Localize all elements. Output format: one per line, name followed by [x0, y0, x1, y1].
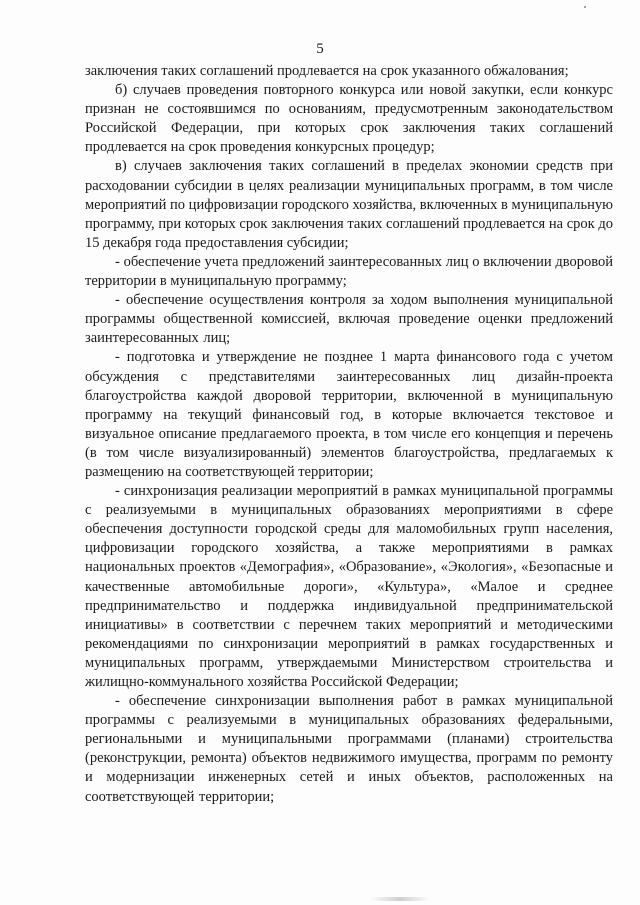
document-body [85, 62, 613, 807]
paragraph-continuation: заключения таких соглашений продлевается на срок указанного обжалования; [85, 63, 569, 79]
page-number: 5 [316, 41, 324, 57]
scan-smudge [370, 897, 430, 901]
paragraph-item-v: в) случаев заключения таких соглашений в пределах экономии средств при расходовании субсидии в целях реализации муниципальных программ, в том числе мероприятий по цифровизации городского хозяйства, включенных в муниципальную программу, при которых срок заключения таких соглашений продлевается на срок до 15 декабря года предоставления субсидии; [85, 158, 613, 251]
paragraph-dash-works-synchronization: - обеспечение синхронизации выполнения работ в рамках муниципальной программы с реализуемыми в муниципальных образованиях федеральными, региональными и муниципальными программами (планами) строительства (реконструкции, ремонта) объектов недвижимого имущества, программ по ремонту и модернизации инженерных сетей и иных объектов, расположенных на соответствующей территории; [85, 693, 613, 805]
paragraph-dash-synchronization: - синхронизация реализации мероприятий в рамках муниципальной программы с реализуемыми в муниципальных образованиях мероприятиями в сфере обеспечения доступности городской среды для маломобильных групп населения, цифровизации городского хозяйства, а также мероприятиями в рамках национальных проектов «Демография», «Образование», «Экология», «Безопасные и качественные автомобильные дороги», «Культура», «Малое и среднее предпринимательство и поддержка индивидуальной предпринимательской инициативы» в соответствии с перечнем таких мероприятий и методическими рекомендациями по синхронизации мероприятий в рамках государственных и муниципальных программ, утверждаемыми Министерством строительства и жилищно-коммунального хозяйства Российской Федерации; [85, 483, 613, 690]
paragraph-dash-proposals: - обеспечение учета предложений заинтересованных лиц о включении дворовой территории в муниципальную программу; [85, 253, 613, 290]
scan-speck [584, 6, 586, 8]
paragraph-dash-control: - обеспечение осуществления контроля за ходом выполнения муниципальной программы общественной комиссией, включая проведение оценки предложений заинтересованных лиц; [85, 292, 613, 347]
paragraph-item-b: б) случаев проведения повторного конкурса или новой закупки, если конкурс признан не состоявшимся по основаниям, предусмотренным законодательством Российской Федерации, при которых срок заключения таких соглашений продлевается на срок проведения конкурсных процедур; [85, 82, 613, 156]
paragraph-dash-design-project: - подготовка и утверждение не позднее 1 марта финансового года с учетом обсуждения с представителями заинтересованных лиц дизайн-проекта благоустройства каждой дворовой территории, включенной в муниципальную программу на текущий финансовый год, в которые включается текстовое и визуальное описание предлагаемого проекта, в том числе его концепция и перечень (в том числе визуализированный) элементов благоустройства, предлагаемых к размещению на соответствующей территории; [85, 349, 613, 480]
